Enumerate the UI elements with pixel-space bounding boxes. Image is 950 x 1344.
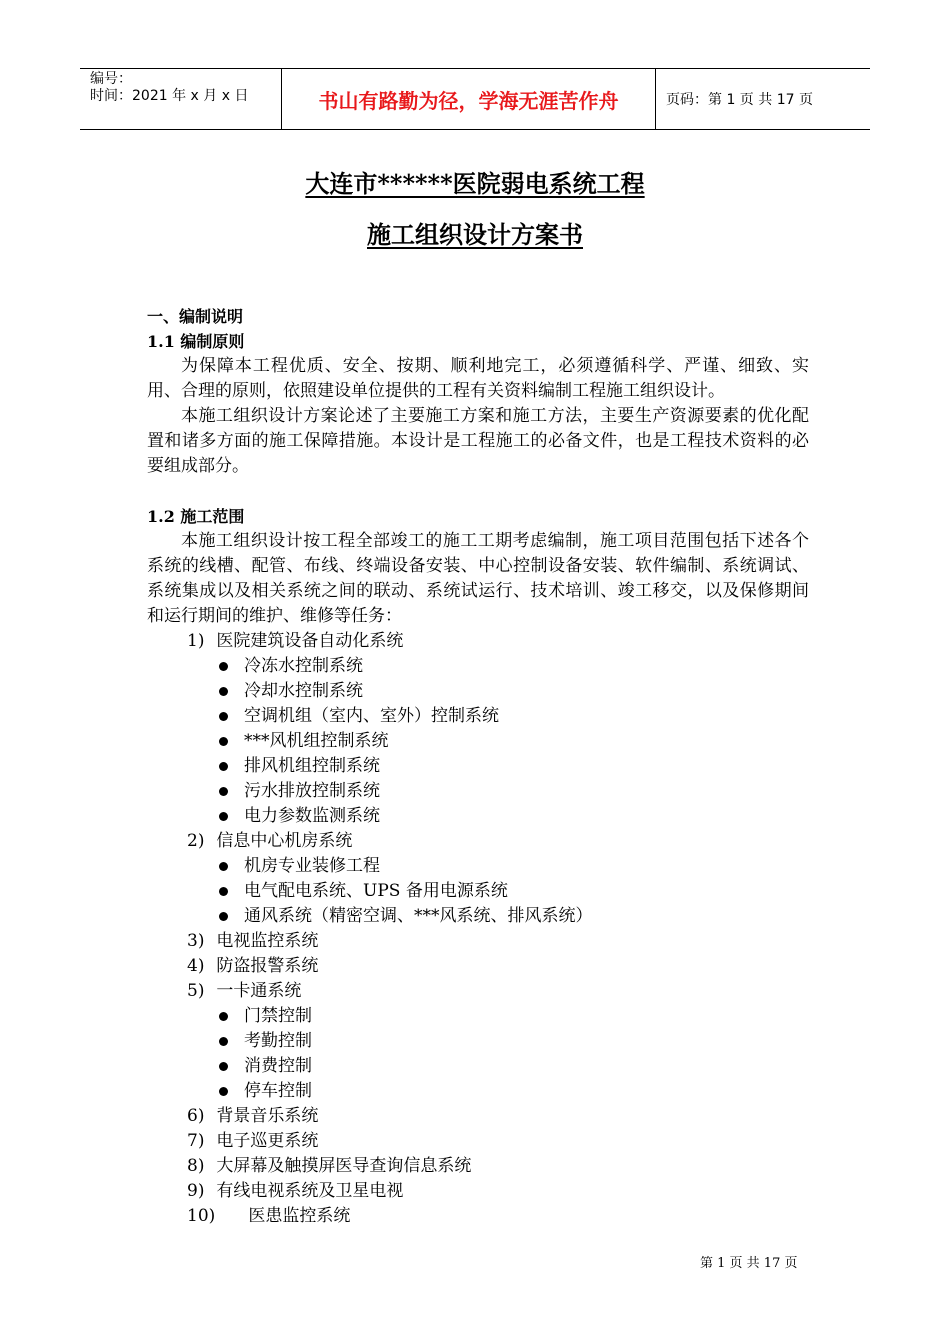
bullet-icon bbox=[219, 862, 228, 871]
list-item: 1) 医院建筑设备自动化系统 bbox=[187, 631, 404, 651]
header-number: 编号： bbox=[90, 71, 132, 87]
bullet-icon bbox=[219, 912, 228, 921]
subsection-heading: 1.1 编制原则 bbox=[147, 332, 245, 351]
bullet-item: 排风机组控制系统 bbox=[147, 754, 809, 779]
header-motto: 书山有路勤为径，学海无涯苦作舟 bbox=[281, 69, 656, 129]
page-header bbox=[80, 68, 870, 130]
document-subtitle: 施工组织设计方案书 bbox=[367, 220, 583, 249]
bullet-item: ***风机组控制系统 bbox=[147, 729, 809, 754]
bullet-icon bbox=[219, 737, 228, 746]
bullet-icon bbox=[219, 812, 228, 821]
bullet-icon bbox=[219, 1012, 228, 1021]
bullet-icon bbox=[219, 762, 228, 771]
paragraph: 本施工组织设计方案论述了主要施工方案和施工方法，主要生产资源要素的优化配置和诸多方面的施工保障措施。本设计是工程施工的必备文件，也是工程技术资料的必要组成部分。 bbox=[147, 406, 809, 476]
bullet-icon bbox=[219, 712, 228, 721]
list-item: 7) 电子巡更系统 bbox=[187, 1131, 319, 1151]
page-footer: 第 1 页 共 17 页 bbox=[700, 1256, 798, 1271]
list-item: 4) 防盗报警系统 bbox=[187, 956, 319, 976]
bullet-icon bbox=[219, 1087, 228, 1096]
bullet-item: 停车控制 bbox=[147, 1079, 809, 1104]
bullet-item: 门禁控制 bbox=[147, 1004, 809, 1029]
document-title: 大连市******医院弱电系统工程 bbox=[305, 169, 645, 198]
bullet-item: 冷却水控制系统 bbox=[147, 679, 809, 704]
list-item: 5) 一卡通系统 bbox=[187, 981, 302, 1001]
paragraph: 本施工组织设计按工程全部竣工的施工工期考虑编制，施工项目范围包括下述各个系统的线槽、配管、布线、终端设备安装、中心控制设备安装、软件编制、系统调试、系统集成以及相关系统之间的联动、系统试运行、技术培训、竣工移交，以及保修期间和运行期间的维护、维修等任务： bbox=[147, 531, 809, 626]
list-item: 3) 电视监控系统 bbox=[187, 931, 319, 951]
list-item: 2) 信息中心机房系统 bbox=[187, 831, 353, 851]
list-item: 8) 大屏幕及触摸屏医导查询信息系统 bbox=[187, 1156, 472, 1176]
bullet-icon bbox=[219, 687, 228, 696]
document-body bbox=[147, 304, 809, 1229]
bullet-item: 电力参数监测系统 bbox=[147, 804, 809, 829]
bullet-item: 消费控制 bbox=[147, 1054, 809, 1079]
bullet-icon bbox=[219, 1037, 228, 1046]
list-item: 9) 有线电视系统及卫星电视 bbox=[187, 1181, 404, 1201]
bullet-item: 通风系统（精密空调、***风系统、排风系统） bbox=[147, 904, 809, 929]
bullet-item: 电气配电系统、UPS 备用电源系统 bbox=[147, 879, 809, 904]
bullet-item: 空调机组（室内、室外）控制系统 bbox=[147, 704, 809, 729]
bullet-item: 污水排放控制系统 bbox=[147, 779, 809, 804]
bullet-item: 机房专业装修工程 bbox=[147, 854, 809, 879]
list-item: 6) 背景音乐系统 bbox=[187, 1106, 319, 1126]
bullet-icon bbox=[219, 887, 228, 896]
bullet-item: 冷冻水控制系统 bbox=[147, 654, 809, 679]
bullet-icon bbox=[219, 787, 228, 796]
bullet-icon bbox=[219, 1062, 228, 1071]
header-time: 时间：2021 年 x 月 x 日 bbox=[90, 88, 249, 104]
bullet-icon bbox=[219, 662, 228, 671]
paragraph: 为保障本工程优质、安全、按期、顺利地完工，必须遵循科学、严谨、细致、实用、合理的原则，依照建设单位提供的工程有关资料编制工程施工组织设计。 bbox=[147, 356, 809, 401]
header-meta bbox=[80, 69, 280, 129]
subsection-heading: 1.2 施工范围 bbox=[147, 507, 245, 526]
list-item: 10) 医患监控系统 bbox=[187, 1206, 351, 1226]
header-page-number: 页码：第 1 页 共 17 页 bbox=[666, 92, 813, 108]
section-heading: 一、编制说明 bbox=[147, 307, 244, 326]
bullet-item: 考勤控制 bbox=[147, 1029, 809, 1054]
